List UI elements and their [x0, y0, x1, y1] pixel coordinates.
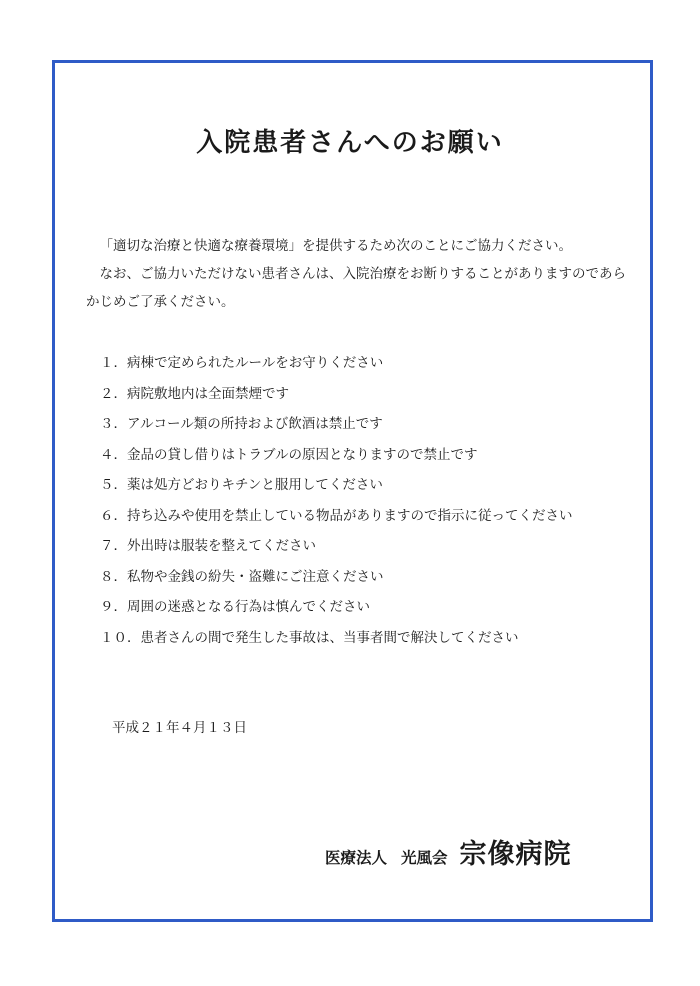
- hospital-name: 宗像病院: [459, 839, 572, 870]
- rule-item: ７．外出時は服装を整えてください: [100, 538, 316, 554]
- intro-section: [86, 232, 626, 316]
- document-title: 入院患者さんへのお願い: [196, 128, 504, 158]
- issue-date: 平成２１年４月１３日: [112, 720, 247, 736]
- corporation-label: 医療法人: [325, 848, 388, 867]
- intro-paragraph-1: 「適切な治療と快適な療養環境」を提供するため次のことにご協力ください。: [99, 238, 572, 254]
- rule-item: ３．アルコール類の所持および飲酒は禁止です: [100, 416, 383, 432]
- rule-item: ９．周囲の迷惑となる行為は慎んでください: [100, 599, 370, 615]
- rule-item: １０．患者さんの間で発生した事故は、当事者間で解決してください: [100, 629, 519, 646]
- rule-item: ２．病院敷地内は全面禁煙です: [100, 385, 289, 402]
- rule-item: ４．金品の貸し借りはトラブルの原因となりますので禁止です: [100, 446, 478, 463]
- intro-paragraph-2: なお、ご協力いただけない患者さんは、入院治療をお断りすることがありますのであらかじめご了承ください。: [86, 266, 626, 310]
- signature-block: [325, 832, 572, 871]
- rule-item: １．病棟で定められたルールをお守りください: [100, 355, 384, 371]
- rule-item: ５．薬は処方どおりキチンと服用してください: [100, 477, 383, 493]
- rules-list: [100, 348, 640, 653]
- association-name: 光風会: [401, 848, 448, 867]
- rule-item: ６．持ち込みや使用を禁止している物品がありますので指示に従ってください: [100, 507, 573, 524]
- rule-item: ８．私物や金銭の紛失・盗難にご注意ください: [100, 568, 384, 585]
